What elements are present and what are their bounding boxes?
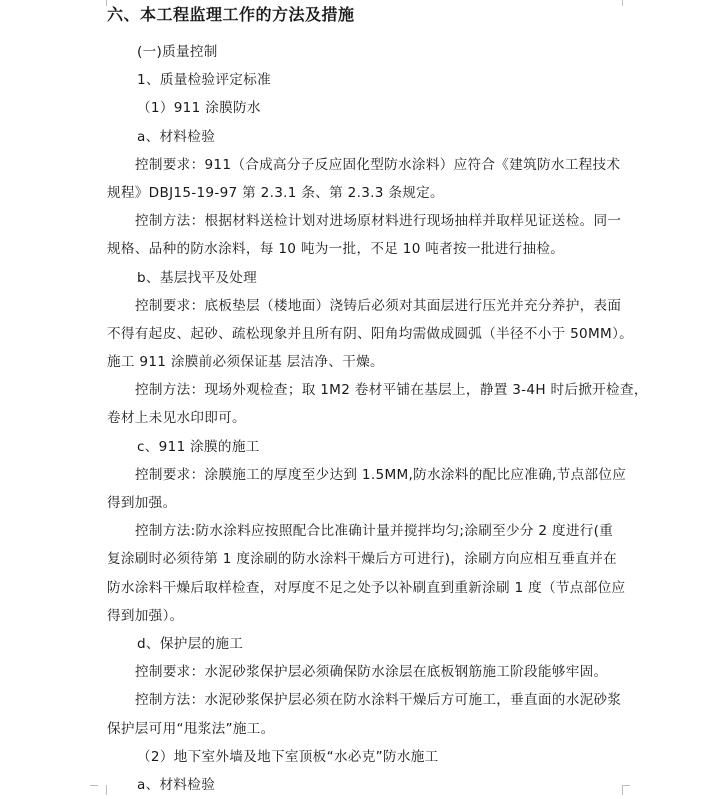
- document-body: [107, 0, 648, 799]
- paragraph-line: 控制要求：底板垫层（楼地面）浇铸后必须对其面层进行压光并充分养护，表面: [135, 297, 622, 314]
- item-title: （1）911 涂膜防水: [137, 100, 261, 117]
- paragraph-line: 复涂刷时必须待第 1 度涂刷的防水涂料干燥后方可进行)，涂刷方向应相互垂直并在: [107, 551, 618, 568]
- page-corner-mark: [98, 0, 107, 6]
- item-title: a、材料检验: [137, 776, 216, 793]
- page-corner-mark: [90, 784, 98, 786]
- paragraph-line: 规格、品种的防水涂料，每 10 吨为一批，不足 10 吨者按一批进行抽检。: [107, 241, 565, 258]
- paragraph-line: 控制方法：水泥砂浆保护层必须在防水涂料干燥后方可施工，垂直面的水泥砂浆: [135, 692, 622, 709]
- page-corner-mark: [98, 785, 107, 795]
- paragraph-line: 防水涂料干燥后取样检查，对厚度不足之处予以补刷直到重新涂刷 1 度（节点部位应: [107, 579, 626, 596]
- item-title: a、材料检验: [137, 128, 216, 145]
- paragraph-line: 不得有起皮、起砂、疏松现象并且所有阴、阳角均需做成圆弧（半径不小于 50MM）。: [107, 325, 634, 342]
- paragraph-line: 施工 911 涂膜前必须保证基 层洁净、干燥。: [107, 354, 384, 371]
- paragraph-line: 得到加强）。: [107, 607, 184, 624]
- item-title: b、基层找平及处理: [137, 269, 258, 286]
- paragraph-line: 得到加强。: [107, 495, 177, 511]
- subsection-title: 1、质量检验评定标准: [137, 72, 271, 89]
- item-title: c、911 涂膜的施工: [137, 438, 260, 455]
- paragraph-line: 控制方法：现场外观检查；取 1M2 卷材平铺在基层上，静置 3-4H 时后掀开检查，: [135, 382, 648, 399]
- item-title: （2）地下室外墙及地下室顶板“水必克”防水施工: [137, 748, 439, 765]
- item-title: d、保护层的施工: [137, 635, 244, 652]
- paragraph-line: 控制方法：根据材料送检计划对进场原材料进行现场抽样并取样见证送检。同一: [135, 213, 622, 230]
- paragraph-line: 控制要求：水泥砂浆保护层必须确保防水涂层在底板钢筋施工阶段能够牢固。: [135, 664, 608, 681]
- paragraph-line: 保护层可用“甩浆法”施工。: [107, 720, 275, 737]
- section-heading: 六、本工程监理工作的方法及措施: [107, 5, 355, 24]
- subsection-title: (一)质量控制: [137, 44, 218, 60]
- paragraph-line: 控制要求：涂膜施工的厚度至少达到 1.5MM,防水涂料的配比应准确,节点部位应: [135, 466, 627, 483]
- paragraph-line: 控制要求：911（合成高分子反应固化型防水涂料）应符合《建筑防水工程技术: [135, 156, 621, 173]
- paragraph-line: 卷材上未见水印即可。: [107, 410, 246, 427]
- paragraph-line: 控制方法:防水涂料应按照配合比准确计量并搅拌均匀;涂刷至少分 2 度进行(重: [135, 523, 614, 540]
- paragraph-line: 规程》DBJ15-19-97 第 2.3.1 条、第 2.3.3 条规定。: [107, 184, 444, 201]
